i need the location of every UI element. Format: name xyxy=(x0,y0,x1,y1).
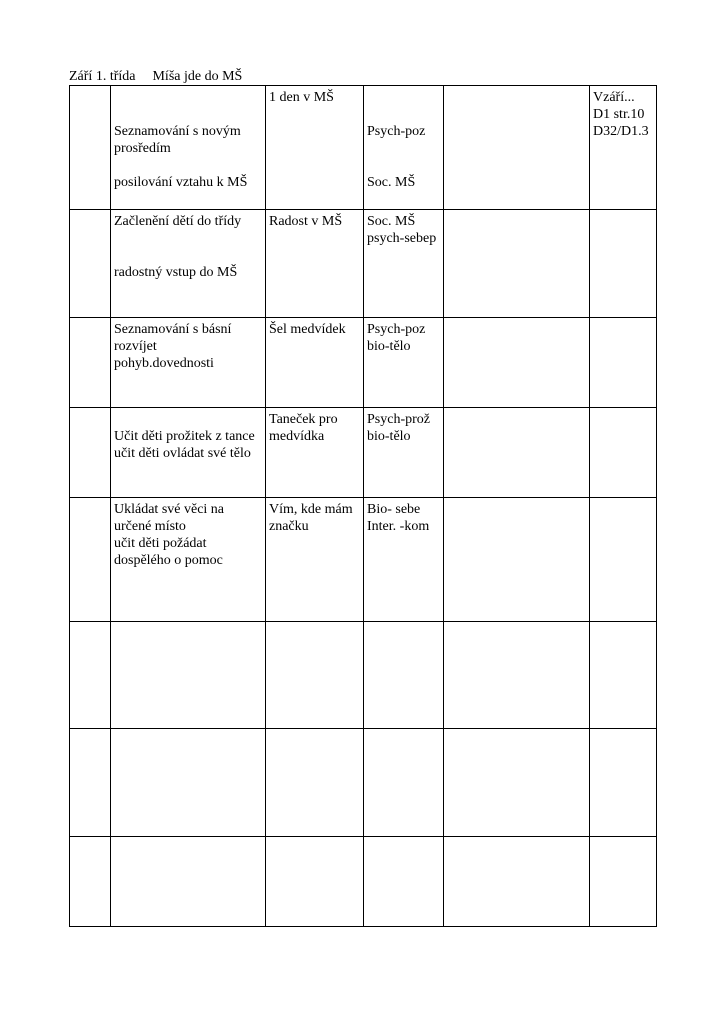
activity-cell xyxy=(266,210,364,318)
area-text: Psych-prož xyxy=(367,412,430,427)
reference-cell xyxy=(590,86,657,210)
goal-text: Ukládat své věci na určené místo xyxy=(114,502,225,534)
goal-text: pohyb.dovednosti xyxy=(114,356,214,371)
table-row xyxy=(70,498,657,622)
notes-cell xyxy=(444,210,590,318)
table-row xyxy=(70,210,657,318)
heading-month-class: Září 1. třída xyxy=(69,69,136,84)
goals-cell xyxy=(111,210,266,318)
areas-cell xyxy=(364,86,444,210)
goal-text: radostný vstup do MŠ xyxy=(114,265,238,280)
table-row xyxy=(70,318,657,408)
heading-topic: Míša jde do MŠ xyxy=(152,69,243,84)
activity-text: Šel medvídek xyxy=(269,322,346,337)
reference-cell xyxy=(590,318,657,408)
table-row xyxy=(70,408,657,498)
goal-text: Seznamování s básní xyxy=(114,322,232,337)
areas-cell xyxy=(364,318,444,408)
activity-cell xyxy=(266,622,364,729)
reference-cell xyxy=(590,622,657,729)
reference-cell xyxy=(590,210,657,318)
notes-cell xyxy=(444,86,590,210)
table-row xyxy=(70,86,657,210)
area-text: psych-sebep xyxy=(367,231,437,246)
goal-text: učit děti ovládat své tělo xyxy=(114,446,251,461)
goal-text: posilování vztahu k MŠ xyxy=(114,175,248,190)
areas-cell xyxy=(364,210,444,318)
table-row xyxy=(70,837,657,927)
reference-text: D1 str.10 xyxy=(593,107,645,122)
plan-table xyxy=(69,85,657,927)
goal-text: Začlenění dětí do třídy xyxy=(114,214,242,229)
notes-cell xyxy=(444,498,590,622)
reference-text: D32/D1.3 xyxy=(593,124,649,139)
goals-cell xyxy=(111,837,266,927)
area-text: Psych-poz xyxy=(367,322,426,337)
goals-cell xyxy=(111,498,266,622)
activity-text: Radost v MŠ xyxy=(269,214,343,229)
reference-cell xyxy=(590,498,657,622)
area-text: bio-tělo xyxy=(367,339,411,354)
row-number-cell xyxy=(70,837,111,927)
row-number-cell xyxy=(70,86,111,210)
row-number-cell xyxy=(70,210,111,318)
reference-cell xyxy=(590,408,657,498)
row-number-cell xyxy=(70,408,111,498)
row-number-cell xyxy=(70,729,111,837)
goals-cell xyxy=(111,86,266,210)
area-text: Soc. MŠ xyxy=(367,214,416,229)
goal-text: Učit děti prožitek z tance xyxy=(114,429,255,444)
page-heading xyxy=(69,68,242,85)
notes-cell xyxy=(444,408,590,498)
reference-cell xyxy=(590,837,657,927)
areas-cell xyxy=(364,622,444,729)
area-text: Inter. -kom xyxy=(367,519,430,534)
goal-text: Seznamování s novým prosředím xyxy=(114,124,241,156)
areas-cell xyxy=(364,729,444,837)
activity-cell xyxy=(266,318,364,408)
activity-text: Vím, kde mám značku xyxy=(269,502,353,534)
row-number-cell xyxy=(70,498,111,622)
areas-cell xyxy=(364,498,444,622)
table-row xyxy=(70,729,657,837)
reference-text: Vzáří... xyxy=(593,90,635,105)
table-row xyxy=(70,622,657,729)
goal-text: rozvíjet xyxy=(114,339,157,354)
areas-cell xyxy=(364,408,444,498)
row-number-cell xyxy=(70,622,111,729)
notes-cell xyxy=(444,318,590,408)
reference-cell xyxy=(590,729,657,837)
area-text: Bio- sebe xyxy=(367,502,421,517)
goals-cell xyxy=(111,408,266,498)
goal-text: učit děti požádat dospělého o pomoc xyxy=(114,536,223,568)
activity-cell xyxy=(266,86,364,210)
area-text: Psych-poz xyxy=(367,124,426,139)
goals-cell xyxy=(111,318,266,408)
row-number-cell xyxy=(70,318,111,408)
area-text: Soc. MŠ xyxy=(367,175,416,190)
activity-cell xyxy=(266,498,364,622)
notes-cell xyxy=(444,729,590,837)
area-text: bio-tělo xyxy=(367,429,411,444)
activity-cell xyxy=(266,408,364,498)
notes-cell xyxy=(444,622,590,729)
activity-text: Taneček pro medvídka xyxy=(269,412,338,444)
activity-text: 1 den v MŠ xyxy=(269,90,334,105)
areas-cell xyxy=(364,837,444,927)
notes-cell xyxy=(444,837,590,927)
goals-cell xyxy=(111,622,266,729)
activity-cell xyxy=(266,729,364,837)
activity-cell xyxy=(266,837,364,927)
goals-cell xyxy=(111,729,266,837)
